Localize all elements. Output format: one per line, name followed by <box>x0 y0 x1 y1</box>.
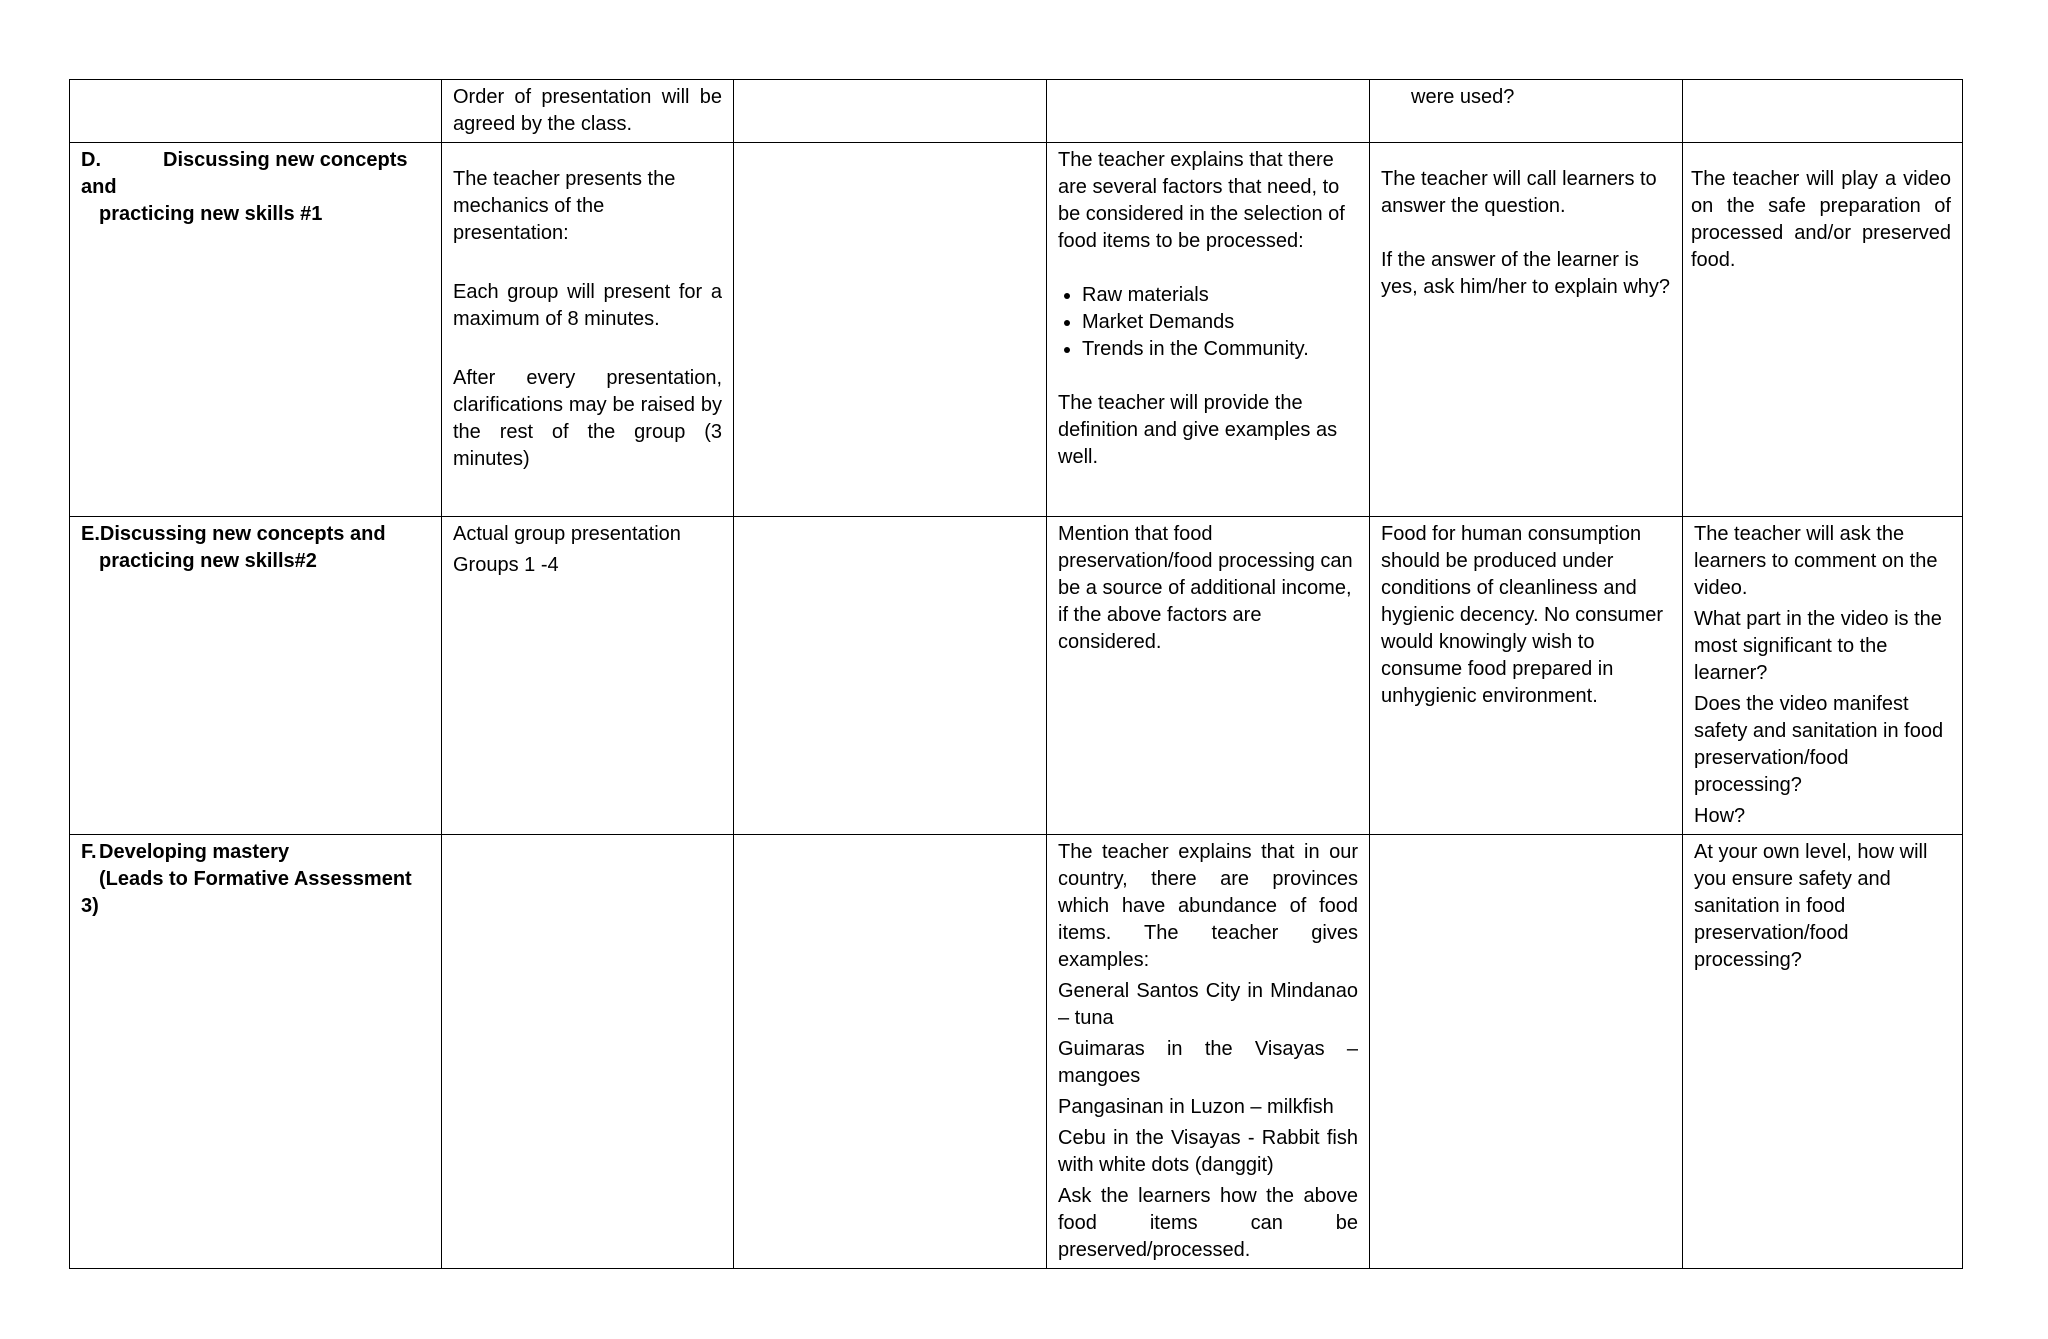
cell-text: The teacher explains that there are several factors that need, to be considered in the selection of food items to be processed: <box>1058 149 1345 252</box>
list-item: • Trends in the Community. <box>1082 336 1358 363</box>
section-label <box>81 839 430 920</box>
section-letter: E. <box>81 523 100 545</box>
table-row-section-e <box>70 517 1963 835</box>
lesson-plan-table <box>69 79 1963 1269</box>
table-cell <box>1370 835 1683 1269</box>
list-item: • Raw materials <box>1082 282 1358 309</box>
section-label-cell <box>70 517 442 835</box>
table-cell <box>442 80 734 143</box>
cell-text: The teacher will provide the definition and give examples as well. <box>1058 392 1338 468</box>
section-title-line1: Discussing new concepts and <box>81 149 408 198</box>
section-letter: D. <box>81 149 101 171</box>
factors-list <box>1058 282 1358 363</box>
table-cell <box>1047 143 1370 517</box>
section-label-cell <box>70 835 442 1269</box>
table-cell <box>1370 143 1683 517</box>
table-cell <box>1047 517 1370 835</box>
cell-text: Mention that food preservation/food processing can be a source of additional income, if the above factors are considered. <box>1058 523 1353 653</box>
table-cell <box>1370 80 1683 143</box>
table-cell <box>1683 835 1963 1269</box>
table-cell <box>442 143 734 517</box>
cell-text: The teacher will ask the learners to comment on the video. <box>1694 523 1938 599</box>
cell-text: Order of presentation will be agreed by the class. <box>453 86 722 135</box>
cell-text: were used? <box>1411 86 1515 108</box>
cell-text: If the answer of the learner is yes, ask him/her to explain why? <box>1381 249 1671 298</box>
table-cell <box>1683 517 1963 835</box>
cell-text: Groups 1 -4 <box>453 554 559 576</box>
table-row-section-d <box>70 143 1963 517</box>
cell-text: The teacher presents the mechanics of the presentation: <box>453 168 676 244</box>
section-title-line2: practicing new skills#2 <box>99 550 317 572</box>
table-cell <box>1047 835 1370 1269</box>
cell-text: The teacher will call learners to answer the question. <box>1381 168 1657 217</box>
table-row-continuation <box>70 80 1963 143</box>
table-cell <box>734 517 1047 835</box>
cell-text: The teacher explains that in our country, there are provinces which have abundance of food items. The teacher gives examples: <box>1058 841 1358 971</box>
table-cell <box>70 80 442 143</box>
section-title-line1: Discussing new concepts and <box>99 523 386 545</box>
table-cell <box>734 80 1047 143</box>
cell-text: Each group will present for a maximum of 8 minutes. <box>453 281 722 330</box>
table-cell <box>442 517 734 835</box>
cell-text: General Santos City in Mindanao – tuna <box>1058 980 1358 1029</box>
cell-text: The teacher will play a video on the safe preparation of processed and/or preserved food. <box>1691 168 1951 271</box>
cell-text: What part in the video is the most significant to the learner? <box>1694 608 1942 684</box>
cell-text: At your own level, how will you ensure safety and sanitation in food preservation/food processing? <box>1694 841 1928 971</box>
table-cell <box>1370 517 1683 835</box>
section-title-line2: practicing new skills #1 <box>99 203 323 225</box>
table-cell <box>1683 80 1963 143</box>
table-cell <box>442 835 734 1269</box>
cell-text: Ask the learners how the above food items can be preserved/processed. <box>1058 1185 1358 1261</box>
table-cell <box>734 835 1047 1269</box>
list-item: • Market Demands <box>1082 309 1358 336</box>
cell-text: Cebu in the Visayas - Rabbit fish with white dots (danggit) <box>1058 1127 1358 1176</box>
cell-text: Does the video manifest safety and sanitation in food preservation/food processing? <box>1694 693 1944 796</box>
section-label <box>81 521 430 575</box>
cell-text: Food for human consumption should be produced under conditions of cleanliness and hygienic decency. No consumer would knowingly wish to consume food prepared in unhygienic environment. <box>1381 523 1663 707</box>
section-letter: F. <box>81 841 97 863</box>
table-cell <box>1683 143 1963 517</box>
section-title-line1: Developing mastery <box>99 841 290 863</box>
table-row-section-f <box>70 835 1963 1269</box>
cell-text: How? <box>1694 805 1746 827</box>
cell-text: After every presentation, clarifications may be raised by the rest of the group (3 minutes) <box>453 367 722 470</box>
table-cell <box>1047 80 1370 143</box>
section-label-cell <box>70 143 442 517</box>
section-title-line2: (Leads to Formative Assessment 3) <box>81 868 412 917</box>
cell-text: Pangasinan in Luzon – milkfish <box>1058 1096 1334 1118</box>
table-cell <box>734 143 1047 517</box>
section-label <box>81 147 430 228</box>
cell-text: Guimaras in the Visayas – mangoes <box>1058 1038 1358 1087</box>
cell-text: Actual group presentation <box>453 523 681 545</box>
